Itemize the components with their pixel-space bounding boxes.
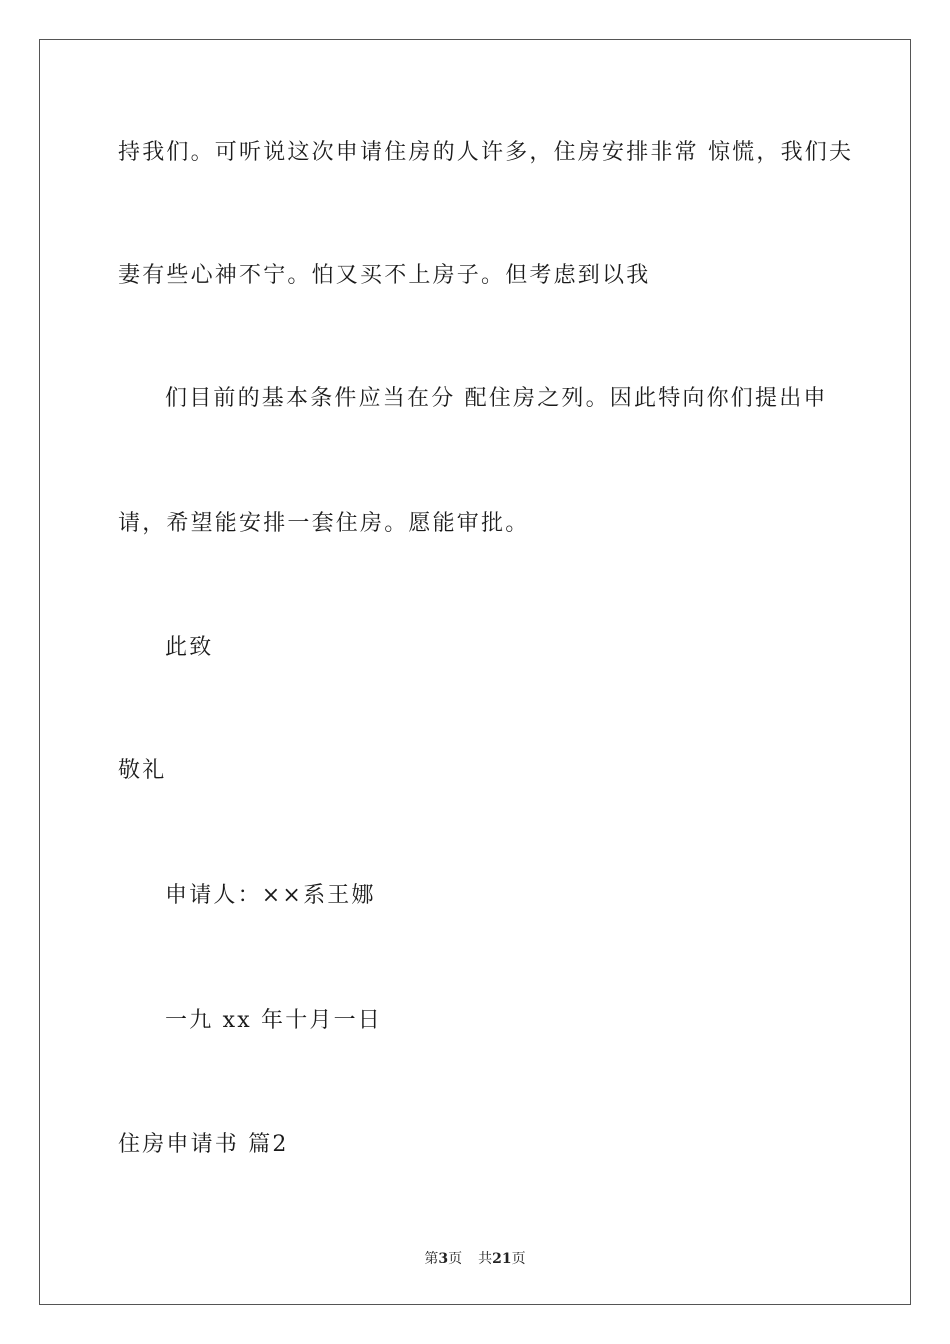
- body-line-2: 妻有些心神不宁。怕又买不上房子。但考虑到以我: [118, 263, 651, 288]
- page-prefix: 第: [424, 1251, 439, 1267]
- applicant-line: 申请人：××系王娜: [165, 883, 376, 908]
- total-suffix: 页: [511, 1251, 526, 1267]
- page-border: [39, 39, 911, 1305]
- total-pages: 21: [492, 1251, 512, 1267]
- salutation-line: 此致: [165, 635, 214, 660]
- body-line-3: 们目前的基本条件应当在分 配住房之列。因此特向你们提出申: [165, 386, 828, 411]
- total-prefix: 共: [478, 1251, 493, 1267]
- body-line-1: 持我们。可听说这次申请住房的人许多，住房安排非常 惊慌，我们夫: [118, 140, 854, 165]
- date-line: 一九 xx 年十月一日: [165, 1008, 383, 1033]
- section-heading: 住房申请书 篇2: [118, 1132, 289, 1157]
- regards-line: 敬礼: [118, 758, 167, 783]
- body-line-4: 请，希望能安排一套住房。愿能审批。: [118, 511, 530, 536]
- page-suffix: 页: [448, 1251, 463, 1267]
- page-number: 3: [438, 1251, 449, 1267]
- page-footer: [0, 1248, 950, 1268]
